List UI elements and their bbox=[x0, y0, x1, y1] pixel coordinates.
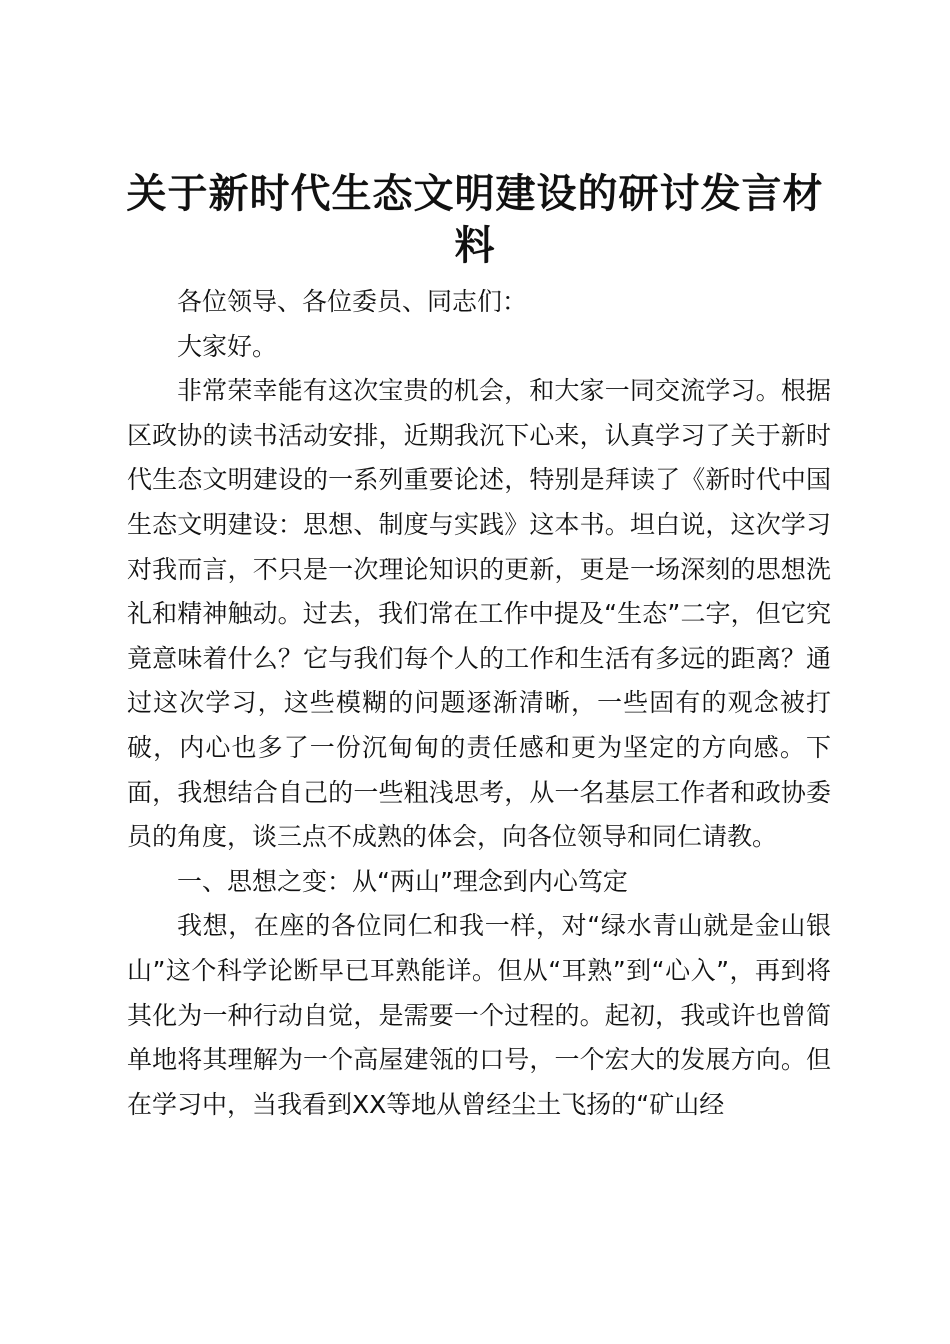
section-heading-1: 一、思想之变：从“两山”理念到内心笃定 bbox=[177, 866, 628, 896]
intro-paragraph: 非常荣幸能有这次宝贵的机会，和大家一同交流学习。根据区政协的读书活动安排，近期我沉下心来，认真学习了关于新时代生态文明建设的一系列重要论述，特别是拜读了《新时代中国生态文明建设：思想、制度与实践》这本书。坦白说，这次学习对我而言，不只是一次理论知识的更新，更是一场深刻的思想洗礼和精神触动。过去，我们常在工作中提及“生态”二字，但它究竟意味着什么？它与我们每个人的工作和生活有多远的距离？通过这次学习，这些模糊的问题逐渐清晰，一些固有的观念被打破，内心也多了一份沉甸甸的责任感和更为坚定的方向感。下面，我想结合自己的一些粗浅思考，从一名基层工作者和政协委员的角度，谈三点不成熟的体会，向各位领导和同仁请教。 bbox=[127, 376, 831, 852]
document-body bbox=[127, 280, 831, 1127]
document-title: 关于新时代生态文明建设的研讨发言材料 bbox=[126, 170, 824, 269]
section-1-paragraph: 我想，在座的各位同仁和我一样，对“绿水青山就是金山银山”这个科学论断早已耳熟能详。但从“耳熟”到“心入”，再到将其化为一种行动自觉，是需要一个过程的。起初，我或许也曾简单地将其理解为一个高屋建瓴的口号，一个宏大的发展方向。但在学习中，当我看到XX等地从曾经尘土飞扬的“矿山经 bbox=[127, 911, 831, 1119]
greeting-paragraph: 大家好。 bbox=[177, 331, 278, 361]
salutation-paragraph: 各位领导、各位委员、同志们： bbox=[177, 287, 528, 316]
